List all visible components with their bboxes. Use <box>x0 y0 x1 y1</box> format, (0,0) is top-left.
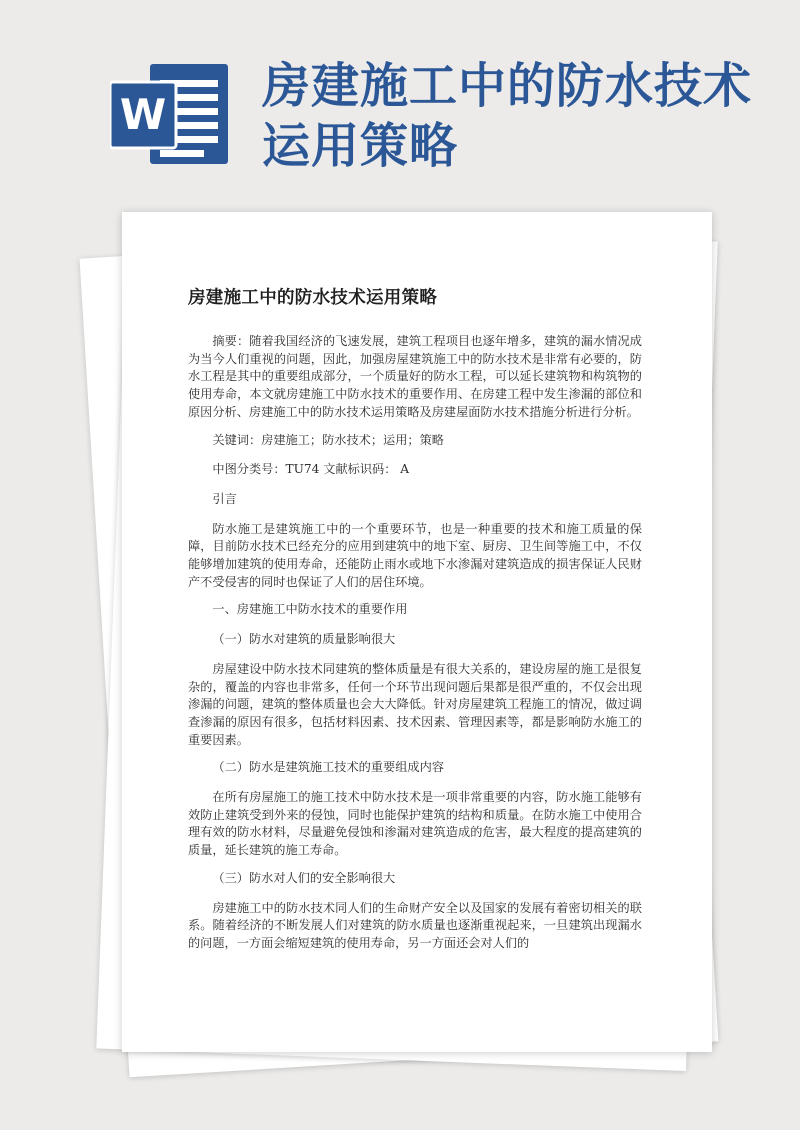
section-heading: 引言 <box>212 491 237 506</box>
subsection-heading: （一）防水对建筑的质量影响很大 <box>212 632 396 647</box>
word-icon-letter: W <box>119 90 167 139</box>
subsection-heading: （三）防水对人们的安全影响很大 <box>212 870 396 885</box>
body-paragraph: 房屋建设中防水技术同建筑的整体质量是有很大关系的，建设房屋的施工是很复杂的，覆盖的内容也非常多，任何一个环节出现问题后果都是很严重的，不仅会出现渗漏的问题，建筑的整体质量也会大大降低。针对房屋建筑工程施工的情况，做过调查渗漏的原因有很多，包括材料因素、技术因素、管理因素等，都是影响防水施工的重要因素。 <box>188 661 642 747</box>
document-content <box>188 284 642 963</box>
word-icon <box>110 62 230 166</box>
header-banner <box>0 0 800 200</box>
document-page[interactable] <box>122 212 712 1052</box>
section-heading: 一、房建施工中防水技术的重要作用 <box>212 602 408 617</box>
subsection-heading: （二）防水是建筑施工技术的重要组成内容 <box>212 760 444 775</box>
body-paragraph: 房建施工中的防水技术同人们的生命财产安全以及国家的发展有着密切相关的联系。随着经济的不断发展人们对建筑的防水质量也逐渐重视起来，一旦建筑出现漏水的问题，一方面会缩短建筑的使用寿命，另一方面还会对人们的 <box>188 900 642 950</box>
keywords-line: 关键词：房建施工；防水技术；运用；策略 <box>212 432 444 447</box>
classification-line: 中图分类号：TU74 文献标识码： A <box>212 462 410 477</box>
body-paragraph: 在所有房屋施工的施工技术中防水技术是一项非常重要的内容，防水施工能够有效防止建筑受到外来的侵蚀，同时也能保护建筑的结构和质量。在防水施工中使用合理有效的防水材料，尽量避免侵蚀和渗漏对建筑造成的危害，最大程度的提高建筑的质量，延长建筑的施工寿命。 <box>188 790 642 858</box>
banner-title-line2: 运用策略 <box>262 118 459 174</box>
banner-title-line1: 房建施工中的防水技术 <box>262 58 753 114</box>
banner-title <box>262 56 782 176</box>
document-title: 房建施工中的防水技术运用策略 <box>188 288 438 308</box>
abstract-paragraph: 摘要：随着我国经济的飞速发展，建筑工程项目也逐年增多，建筑的漏水情况成为当今人们重视的问题，因此，加强房屋建筑施工中的防水技术是非常有必要的，防水工程是其中的重要组成部分，一个质量好的防水工程，可以延长建筑物和构筑物的使用寿命，本文就房建施工中防水技术的重要作用、在房建工程中发生渗漏的部位和原因分析、房建施工中的防水技术运用策略及房建屋面防水技术措施分析进行分析。 <box>188 334 642 419</box>
body-paragraph: 防水施工是建筑施工中的一个重要环节，也是一种重要的技术和施工质量的保障，目前防水技术已经充分的应用到建筑中的地下室、厨房、卫生间等施工中，不仅能够增加建筑的使用寿命，还能防止雨水或地下水渗漏对建筑造成的损害保证人民财产不受侵害的同时也保证了人们的居住环境。 <box>188 521 642 589</box>
